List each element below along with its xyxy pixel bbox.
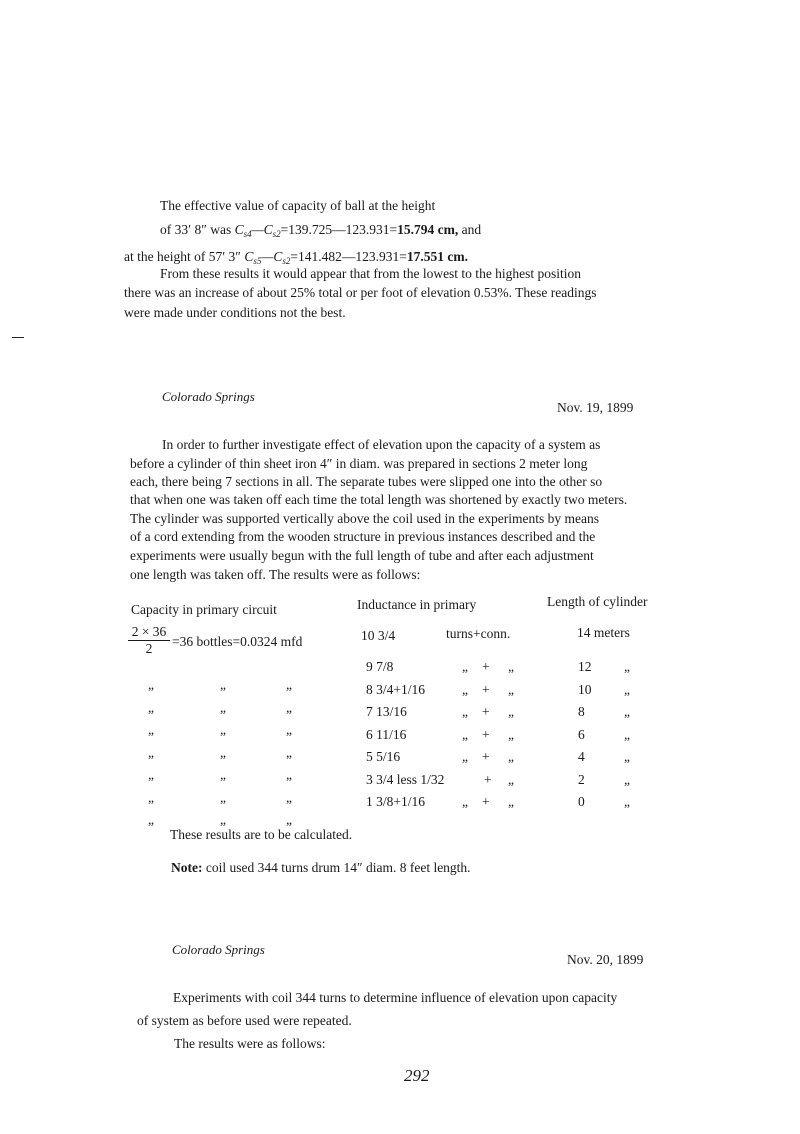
length-value: 2 bbox=[578, 771, 585, 787]
capacity-ditto-2: „ bbox=[220, 722, 226, 737]
note-line bbox=[171, 860, 471, 876]
capacity-ditto-2: „ bbox=[220, 699, 226, 715]
inductance-value: 5 5/16 bbox=[366, 749, 401, 764]
margin-mark bbox=[12, 337, 24, 338]
entry1-para-line-3: each, there being 7 sections in all. The separate tubes were slipped one into the other so bbox=[130, 474, 603, 489]
capacity-ditto-2: „ bbox=[220, 812, 226, 827]
length-ditto: „ bbox=[624, 771, 630, 787]
capacity-ditto-1: „ bbox=[148, 767, 154, 782]
note-text: coil used 344 turns drum 14″ diam. 8 feet length. bbox=[202, 860, 471, 875]
capacity-value: =36 bottles=0.0324 mfd bbox=[172, 634, 303, 649]
inductance-ditto-2: „ bbox=[508, 726, 514, 742]
inductance-plus: + bbox=[482, 749, 490, 764]
entry1-para-line-1: In order to further investigate effect of elevation upon the capacity of a system as bbox=[162, 437, 601, 452]
note-label: Note: bbox=[171, 860, 203, 875]
height-33-line: of 33′ 8″ was $C_{s4}—C_{s2}=139.725—123.931=15.794$ cm, and bbox=[160, 222, 482, 239]
inductance-ditto-1: „ bbox=[462, 749, 468, 764]
length-value: 8 bbox=[578, 704, 585, 719]
capacity-ditto-1: „ bbox=[148, 699, 154, 715]
capacity-ditto-1: „ bbox=[148, 812, 154, 827]
capacity-ditto-3: „ bbox=[286, 722, 292, 737]
header-capacity: Capacity in primary circuit bbox=[131, 602, 277, 617]
inductance-ditto-2: „ bbox=[508, 681, 514, 697]
inductance-ditto-1: „ bbox=[462, 704, 468, 719]
inductance-value: 3 3/4 less 1/32 bbox=[366, 771, 445, 787]
inductance-plus: + bbox=[484, 771, 492, 787]
capacity-ditto-2: „ bbox=[220, 767, 226, 782]
entry1-place: Colorado Springs bbox=[162, 389, 255, 404]
capacity-ditto-3: „ bbox=[286, 812, 292, 827]
results-para-line-2: there was an increase of about 25% total or per foot of elevation 0.53%. These readings bbox=[124, 285, 597, 300]
inductance-plus: + bbox=[482, 726, 490, 742]
capacity-ditto-3: „ bbox=[286, 677, 292, 692]
inductance-ditto-2: „ bbox=[508, 771, 514, 787]
entry1-para-line-8: one length was taken off. The results were as follows: bbox=[130, 567, 421, 582]
inductance-ditto-2: „ bbox=[508, 749, 514, 764]
length-ditto: „ bbox=[624, 749, 630, 764]
capacity-ditto-3: „ bbox=[286, 744, 292, 760]
capacity-ditto-3: „ bbox=[286, 789, 292, 805]
capacity-ditto-2: „ bbox=[220, 677, 226, 692]
inductance-ditto-1: „ bbox=[462, 726, 468, 742]
entry1-date: Nov. 19, 1899 bbox=[557, 400, 634, 415]
capacity-ditto-2: „ bbox=[220, 744, 226, 760]
inductance-ditto-1: „ bbox=[462, 794, 468, 809]
capacity-ditto-1: „ bbox=[148, 744, 154, 760]
length-value: 4 bbox=[578, 749, 585, 764]
entry1-para-line-2: before a cylinder of thin sheet iron 4″ in diam. was prepared in sections 2 meter long bbox=[130, 456, 588, 471]
entry2-para-line-2: of system as before used were repeated. bbox=[137, 1013, 352, 1028]
length-first: 14 meters bbox=[577, 625, 630, 640]
capacity-ditto-1: „ bbox=[148, 677, 154, 692]
inductance-value: 1 3/8+1/16 bbox=[366, 794, 425, 809]
capacity-intro-line: The effective value of capacity of ball at the height bbox=[160, 198, 436, 213]
entry1-para-line-7: experiments were usually begun with the full length of tube and after each adjustment bbox=[130, 548, 594, 563]
inductance-value: 6 11/16 bbox=[366, 726, 407, 742]
inductance-value: 8 3/4+1/16 bbox=[366, 681, 425, 697]
header-length: Length of cylinder bbox=[547, 594, 648, 609]
length-value: 10 bbox=[578, 681, 592, 697]
length-value: 0 bbox=[578, 794, 585, 809]
inductance-first: 10 3/4 bbox=[361, 628, 396, 643]
capacity-ditto-1: „ bbox=[148, 722, 154, 737]
entry1-para-line-6: of a cord extending from the wooden structure in previous instances described and the bbox=[130, 529, 596, 544]
inductance-plus: + bbox=[482, 794, 490, 809]
entry1-para-line-5: The cylinder was supported vertically above the coil used in the experiments by means bbox=[130, 511, 599, 526]
capacity-fraction: $\frac{2 \times 36}{2}$ bbox=[128, 624, 170, 657]
inductance-ditto-2: „ bbox=[508, 794, 514, 809]
inductance-value: 9 7/8 bbox=[366, 659, 394, 674]
length-ditto: „ bbox=[624, 681, 630, 697]
inductance-first-rest: turns+conn. bbox=[446, 626, 511, 641]
inductance-plus: + bbox=[482, 659, 490, 674]
length-ditto: „ bbox=[624, 794, 630, 809]
results-para-line-3: were made under conditions not the best. bbox=[124, 305, 346, 320]
capacity-ditto-3: „ bbox=[286, 767, 292, 782]
capacity-ditto-2: „ bbox=[220, 789, 226, 805]
inductance-ditto-1: „ bbox=[462, 681, 468, 697]
length-ditto: „ bbox=[624, 659, 630, 674]
height-57-line: at the height of 57′ 3″ $C_{s5}—C_{s2}=141.482—123.931=17.551$ cm. bbox=[124, 249, 468, 266]
entry2-para-line-3: The results were as follows: bbox=[174, 1036, 326, 1051]
inductance-ditto-2: „ bbox=[508, 659, 514, 674]
inductance-value: 7 13/16 bbox=[366, 704, 407, 719]
length-value: 12 bbox=[578, 659, 592, 674]
inductance-ditto-1: „ bbox=[462, 659, 468, 674]
length-ditto: „ bbox=[624, 704, 630, 719]
inductance-ditto-2: „ bbox=[508, 704, 514, 719]
page-number: 292 bbox=[404, 1066, 430, 1085]
length-ditto: „ bbox=[624, 726, 630, 742]
results-para-line-1: From these results it would appear that from the lowest to the highest position bbox=[160, 266, 582, 281]
capacity-ditto-3: „ bbox=[286, 699, 292, 715]
entry1-para-line-4: that when one was taken off each time the total length was shortened by exactly two meters. bbox=[130, 492, 628, 507]
capacity-ditto-1: „ bbox=[148, 789, 154, 805]
entry2-para-line-1: Experiments with coil 344 turns to determine influence of elevation upon capacity bbox=[173, 990, 618, 1005]
inductance-plus: + bbox=[482, 681, 490, 697]
calc-line: These results are to be calculated. bbox=[170, 827, 353, 842]
header-inductance: Inductance in primary bbox=[357, 597, 477, 612]
entry2-date: Nov. 20, 1899 bbox=[567, 952, 644, 967]
length-value: 6 bbox=[578, 726, 585, 742]
entry2-place: Colorado Springs bbox=[172, 942, 265, 957]
inductance-plus: + bbox=[482, 704, 490, 719]
